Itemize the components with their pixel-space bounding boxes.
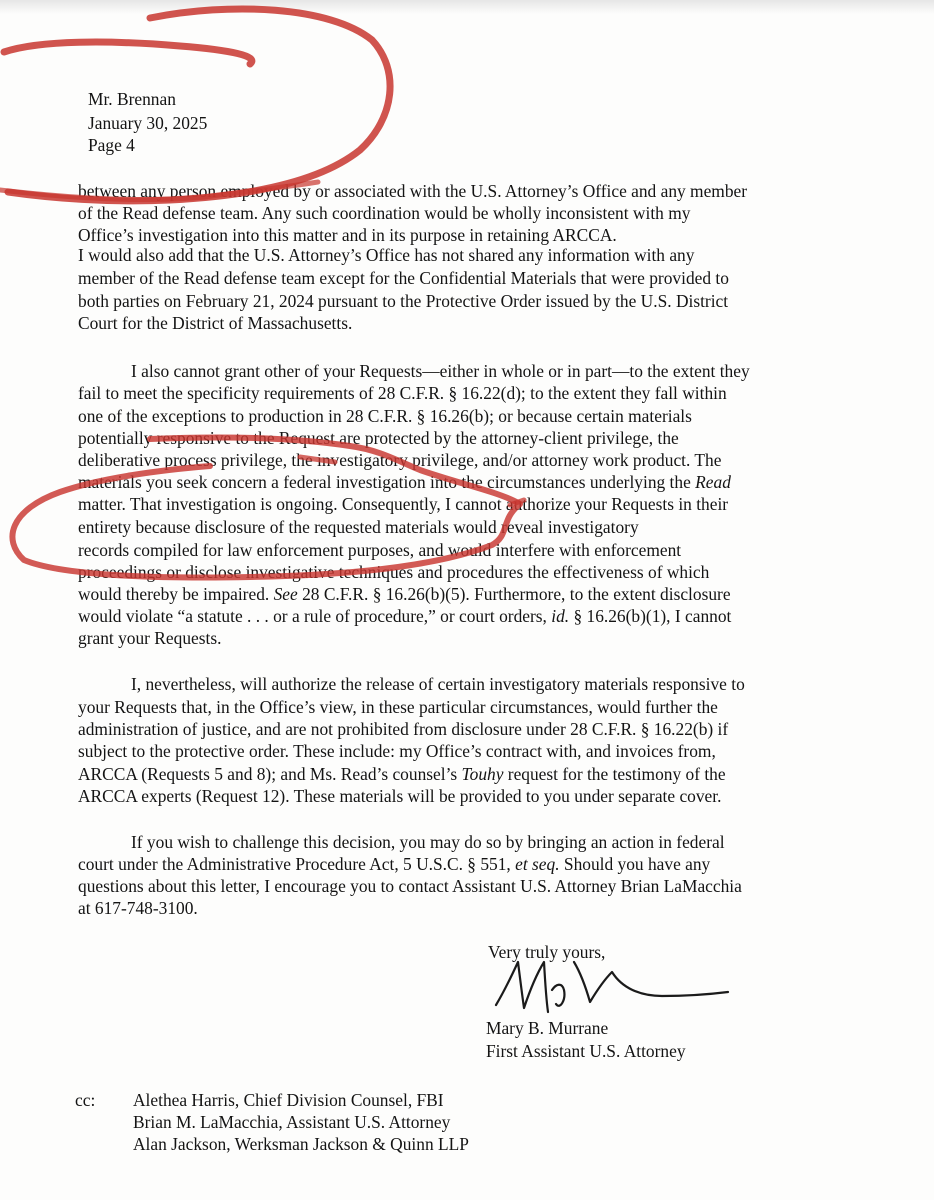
touhy-italic: Touhy <box>461 764 504 784</box>
handwritten-signature <box>496 962 728 1012</box>
para3-line: administration of justice, and are not prohibited from disclosure under 28 C.F.R. § 16.22(b) if <box>78 719 729 739</box>
signer-title: First Assistant U.S. Attorney <box>486 1041 686 1061</box>
para2-line: I also cannot grant other of your Requests—either in whole or in part—to the extent they <box>131 361 750 381</box>
para2-line: deliberative process privilege, the investigatory privilege, and/or attorney work product. The <box>78 450 722 470</box>
see-signal-italic: See <box>273 584 298 604</box>
para4-line: at 617-748-3100. <box>78 898 198 918</box>
para2-line: one of the exceptions to production in 28 C.F.R. § 16.26(b); or because certain materials <box>78 406 692 426</box>
para2-line <box>78 606 731 627</box>
para4-line: If you wish to challenge this decision, you may do so by bringing an action in federal <box>131 832 725 852</box>
red-marker-swirl-top <box>4 9 390 201</box>
case-name-italic: Read <box>695 472 731 492</box>
para3-text: ARCCA (Requests 5 and 8); and Ms. Read’s counsel’s <box>78 764 462 784</box>
cc-recipient: Alethea Harris, Chief Division Counsel, FBI <box>133 1090 444 1110</box>
closing-salutation: Very truly yours, <box>488 942 606 962</box>
para2-line: grant your Requests. <box>78 628 222 648</box>
header-date: January 30, 2025 <box>88 113 208 133</box>
para2-text: would thereby be impaired. <box>78 584 274 604</box>
para2-line: entirety because disclosure of the requested materials would reveal investigatory <box>78 517 639 537</box>
para2-line: matter. That investigation is ongoing. Consequently, I cannot authorize your Requests in their <box>78 494 729 514</box>
et-seq-italic: et seq. <box>515 854 560 874</box>
para1-line: both parties on February 21, 2024 pursuant to the Protective Order issued by the U.S. District <box>78 291 729 311</box>
para1-line: Office’s investigation into this matter and in its purpose in retaining ARCCA. <box>78 225 617 245</box>
para1-line: between any person employed by or associated with the U.S. Attorney’s Office and any member <box>78 181 748 201</box>
para2-line <box>78 472 731 493</box>
cc-recipient: Brian M. LaMacchia, Assistant U.S. Attorney <box>133 1112 451 1132</box>
para1-line: of the Read defense team. Any such coordination would be wholly inconsistent with my <box>78 203 691 223</box>
signer-name: Mary B. Murrane <box>486 1018 609 1038</box>
para2-text: would violate “a statute . . . or a rule of procedure,” or court orders, <box>78 606 552 626</box>
para2-text: § 16.26(b)(1), I cannot <box>569 606 732 626</box>
para3-line: your Requests that, in the Office’s view, in these particular circumstances, would further the <box>78 697 718 717</box>
para4-line <box>78 854 710 875</box>
para4-text: Should you have any <box>559 854 711 874</box>
para2-text: materials you seek concern a federal investigation into the circumstances underlying the <box>78 472 696 492</box>
cc-label: cc: <box>75 1090 96 1110</box>
para3-line: I, nevertheless, will authorize the release of certain investigatory materials responsive to <box>131 674 745 694</box>
header-page-number: Page 4 <box>88 135 135 155</box>
para3-line: subject to the protective order. These include: my Office’s contract with, and invoices from, <box>78 741 716 761</box>
para2-line <box>78 584 731 605</box>
para2-line: fail to meet the specificity requirements of 28 C.F.R. § 16.22(d); to the extent they fall within <box>78 383 727 403</box>
para2-line: proceedings or disclose investigative techniques and procedures the effectiveness of which <box>78 562 710 582</box>
para3-text: request for the testimony of the <box>503 764 726 784</box>
para3-line: ARCCA experts (Request 12). These materials will be provided to you under separate cover. <box>78 786 722 806</box>
para2-line: records compiled for law enforcement purposes, and would interfere with enforcement <box>78 540 682 560</box>
id-signal-italic: id. <box>551 606 570 626</box>
para1-line: Court for the District of Massachusetts. <box>78 313 353 333</box>
cc-recipient: Alan Jackson, Werksman Jackson & Quinn LLP <box>133 1134 469 1154</box>
para1-line: member of the Read defense team except for the Confidential Materials that were provided to <box>78 268 729 288</box>
page-top-shadow <box>0 0 934 14</box>
header-recipient: Mr. Brennan <box>88 89 176 109</box>
para4-line: questions about this letter, I encourage you to contact Assistant U.S. Attorney Brian LaMacchia <box>78 876 742 896</box>
para4-text: court under the Administrative Procedure Act, 5 U.S.C. § 551, <box>78 854 516 874</box>
para1-line: I would also add that the U.S. Attorney’s Office has not shared any information with any <box>78 245 695 265</box>
para2-text: 28 C.F.R. § 16.26(b)(5). Furthermore, to the extent disclosure <box>297 584 731 604</box>
para2-line: potentially responsive to the Request are protected by the attorney-client privilege, the <box>78 428 679 448</box>
para3-line <box>78 764 726 785</box>
